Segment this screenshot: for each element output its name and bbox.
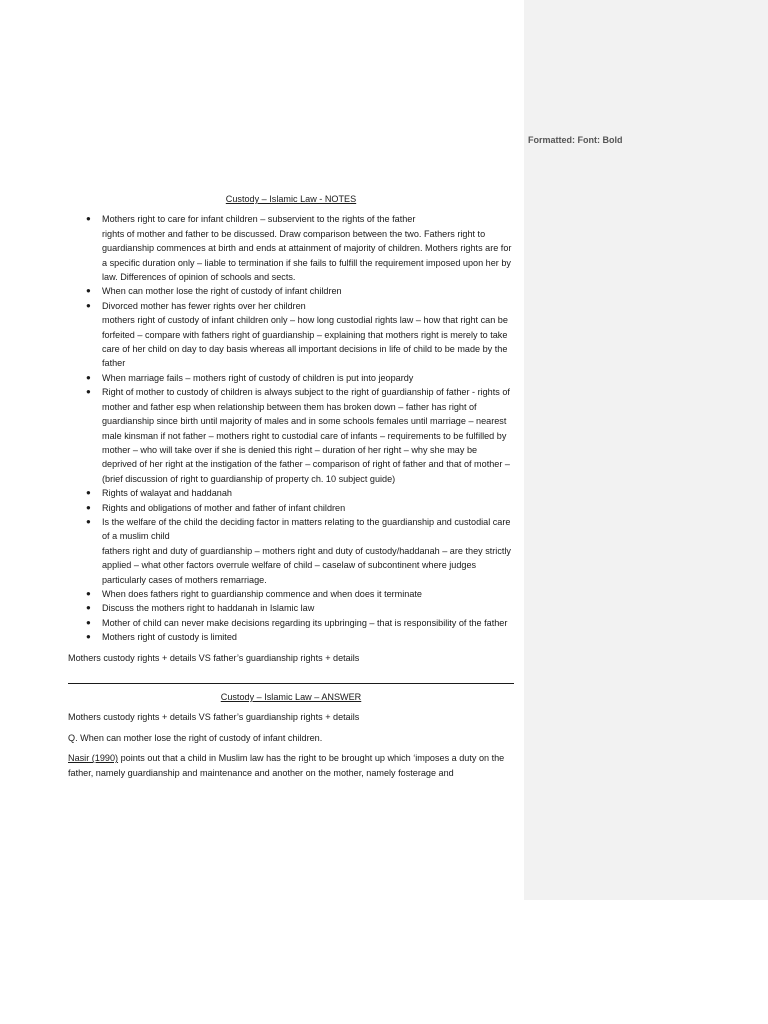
list-item-text: Rights of walayat and haddanah bbox=[102, 488, 232, 499]
list-item-text: Mothers right of custody is limited bbox=[102, 632, 237, 643]
list-item bbox=[68, 371, 514, 385]
bullet-icon: ● bbox=[86, 488, 91, 498]
bullet-icon: ● bbox=[86, 214, 91, 224]
bullet-icon: ● bbox=[86, 300, 91, 310]
list-item bbox=[68, 284, 514, 298]
answer-summary-line: Mothers custody rights + details VS father’s guardianship rights + details bbox=[68, 712, 360, 723]
bullet-icon: ● bbox=[86, 516, 91, 526]
notes-heading: Custody – Islamic Law - NOTES bbox=[225, 194, 357, 204]
list-item bbox=[68, 587, 514, 601]
notes-bullet-list bbox=[68, 212, 514, 644]
bullet-icon: ● bbox=[86, 617, 91, 627]
list-item bbox=[68, 601, 514, 615]
bullet-icon: ● bbox=[86, 588, 91, 598]
list-item bbox=[68, 299, 514, 371]
list-item bbox=[68, 501, 514, 515]
list-item bbox=[68, 616, 514, 630]
list-item bbox=[68, 212, 514, 284]
bullet-icon: ● bbox=[86, 286, 91, 296]
list-item-text: When marriage fails – mothers right of custody of children is put into jeopardy bbox=[102, 372, 414, 383]
bullet-icon: ● bbox=[86, 632, 91, 642]
list-item-text: Mother of child can never make decisions regarding its upbringing – that is responsibility of the father bbox=[102, 617, 508, 628]
answer-paragraph bbox=[68, 751, 514, 780]
summary-line: Mothers custody rights + details VS father’s guardianship rights + details bbox=[68, 652, 360, 663]
list-item-text: When does fathers right to guardianship commence and when does it terminate bbox=[102, 588, 422, 599]
document-body bbox=[68, 192, 514, 780]
question-line: Q. When can mother lose the right of custody of infant children. bbox=[68, 732, 323, 743]
list-item-text: When can mother lose the right of custody of infant children bbox=[102, 286, 342, 297]
bullet-icon: ● bbox=[86, 502, 91, 512]
list-item-text: Divorced mother has fewer rights over her children mothers right of custody of infant children only – how long custodial rights law – how that right can be forfeited – compare with fathers right of guardianship – explaining that mothers right is merely to take care of her child on day to day basis whereas all important decisions in life of child to be made by the father bbox=[102, 300, 508, 369]
list-item bbox=[68, 385, 514, 486]
answer-paragraph-text: points out that a child in Muslim law has the right to be brought up which ‘imposes a duty on the father, namely guardianship and maintenance and another on the mother, namely fosterage and bbox=[68, 753, 505, 778]
answer-heading: Custody – Islamic Law – ANSWER bbox=[220, 692, 362, 702]
list-item-text: Mothers right to care for infant children – subservient to the rights of the father rights of mother and father to be discussed. Draw comparison between the two. Fathers right to guardianship commences at birth and ends at attainment of majority of children. Mothers rights are for a specific duration only – liable to termination if she fails to fulfill the requirement imposed upon her by law. Differences of opinion of schools and sects. bbox=[102, 214, 512, 283]
list-item bbox=[68, 630, 514, 644]
citation-link[interactable]: Nasir (1990) bbox=[68, 753, 119, 764]
horizontal-rule bbox=[68, 675, 514, 684]
list-item-text: Is the welfare of the child the deciding factor in matters relating to the guardianship and custodial care of a muslim child fathers right and duty of guardianship – mothers right and duty of custody/haddanah – are they strictly applied – what other factors overrule welfare of child – caselaw of subcontinent where judges particularly cases of mothers remarriage. bbox=[102, 516, 511, 585]
bullet-icon: ● bbox=[86, 603, 91, 613]
list-item-text: Right of mother to custody of children is always subject to the right of guardianship of father - rights of mother and father esp when relationship between them has broken down – father has right of guardianship since birth until majority of males and in some schools females until marriage – nearest male kinsman if not father – mothers right to custodial care of infants – requirements to be fulfilled by mother – who will take over if she is denied this right – duration of her right – why she may be deprived of her right at the instigation of the father – comparison of right of father and that of mother – (brief discussion of right to guardianship of property ch. 10 subject guide) bbox=[102, 387, 510, 484]
list-item-text: Discuss the mothers right to haddanah in Islamic law bbox=[102, 603, 315, 614]
list-item-text: Rights and obligations of mother and father of infant children bbox=[102, 502, 346, 513]
list-item bbox=[68, 486, 514, 500]
bullet-icon: ● bbox=[86, 372, 91, 382]
bullet-icon: ● bbox=[86, 387, 91, 397]
comment-pane-title: Formatted: Font: Bold bbox=[528, 135, 623, 145]
list-item bbox=[68, 515, 514, 587]
